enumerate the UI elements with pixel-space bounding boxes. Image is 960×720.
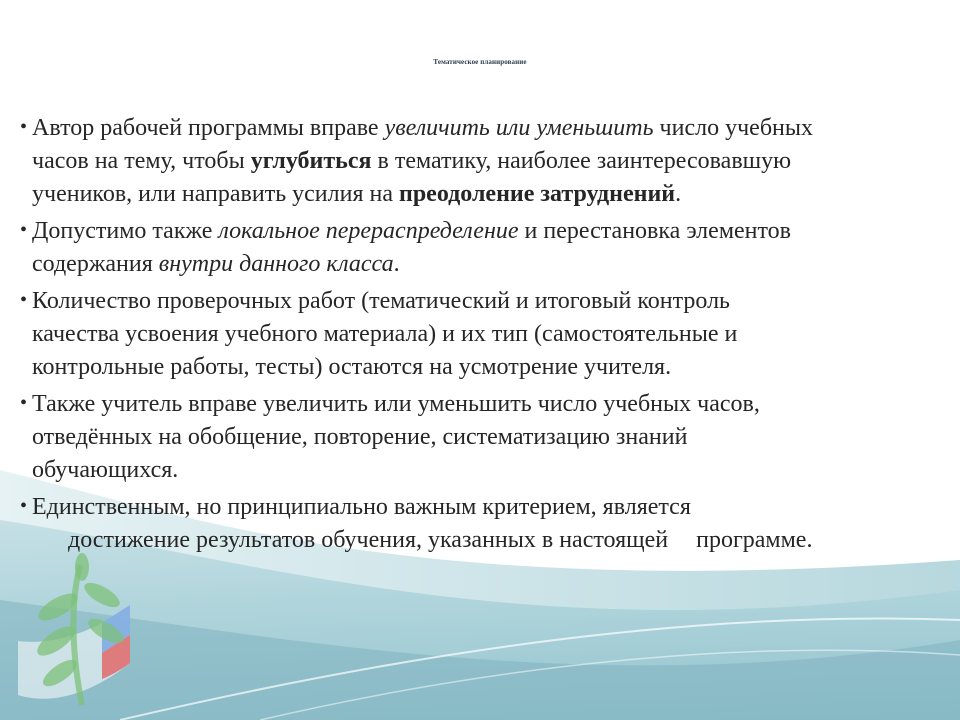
- slide-body: [20, 112, 955, 561]
- paragraph-3: [20, 285, 955, 384]
- p3-line-3: контрольные работы, тесты) остаются на усмотрение учителя.: [32, 354, 672, 380]
- slide-title: Тематическое планирование: [433, 58, 527, 66]
- bullet-icon: •: [20, 495, 28, 517]
- paragraph-2: [20, 215, 955, 281]
- p1-line-1: Автор рабочей программы вправе увеличить или уменьшить число учебных: [32, 115, 813, 141]
- p3-line-2: качества усвоения учебного материала) и их тип (самостоятельные и: [32, 321, 738, 347]
- p1-line-3: учеников, или направить усилия на преодоление затруднений.: [32, 181, 682, 207]
- p4-line-2: отведённых на обобщение, повторение, систематизацию знаний: [32, 424, 688, 450]
- paragraph-1: [20, 112, 955, 211]
- p5-line-2: достижение результатов обучения, указанных в настоящей программе.: [68, 527, 813, 553]
- p4-line-3: обучающихся.: [32, 457, 179, 483]
- paragraph-5: [20, 491, 955, 557]
- bullet-icon: •: [20, 289, 28, 311]
- p1-line-2: часов на тему, чтобы углубиться в тематику, наиболее заинтересовавшую: [32, 148, 792, 174]
- p3-line-1: Количество проверочных работ (тематический и итоговый контроль: [32, 288, 731, 314]
- bullet-icon: •: [20, 116, 28, 138]
- bullet-icon: •: [20, 219, 28, 241]
- paragraph-4: [20, 388, 955, 487]
- p4-line-1: Также учитель вправе увеличить или уменьшить число учебных часов,: [32, 391, 760, 417]
- p2-line-2: содержания внутри данного класса.: [32, 251, 400, 277]
- p2-line-1: Допустимо также локальное перераспределение и перестановка элементов: [32, 218, 791, 244]
- bullet-icon: •: [20, 392, 28, 414]
- p5-line-1: Единственным, но принципиально важным критерием, является: [32, 494, 691, 520]
- education-union-logo: [10, 545, 150, 715]
